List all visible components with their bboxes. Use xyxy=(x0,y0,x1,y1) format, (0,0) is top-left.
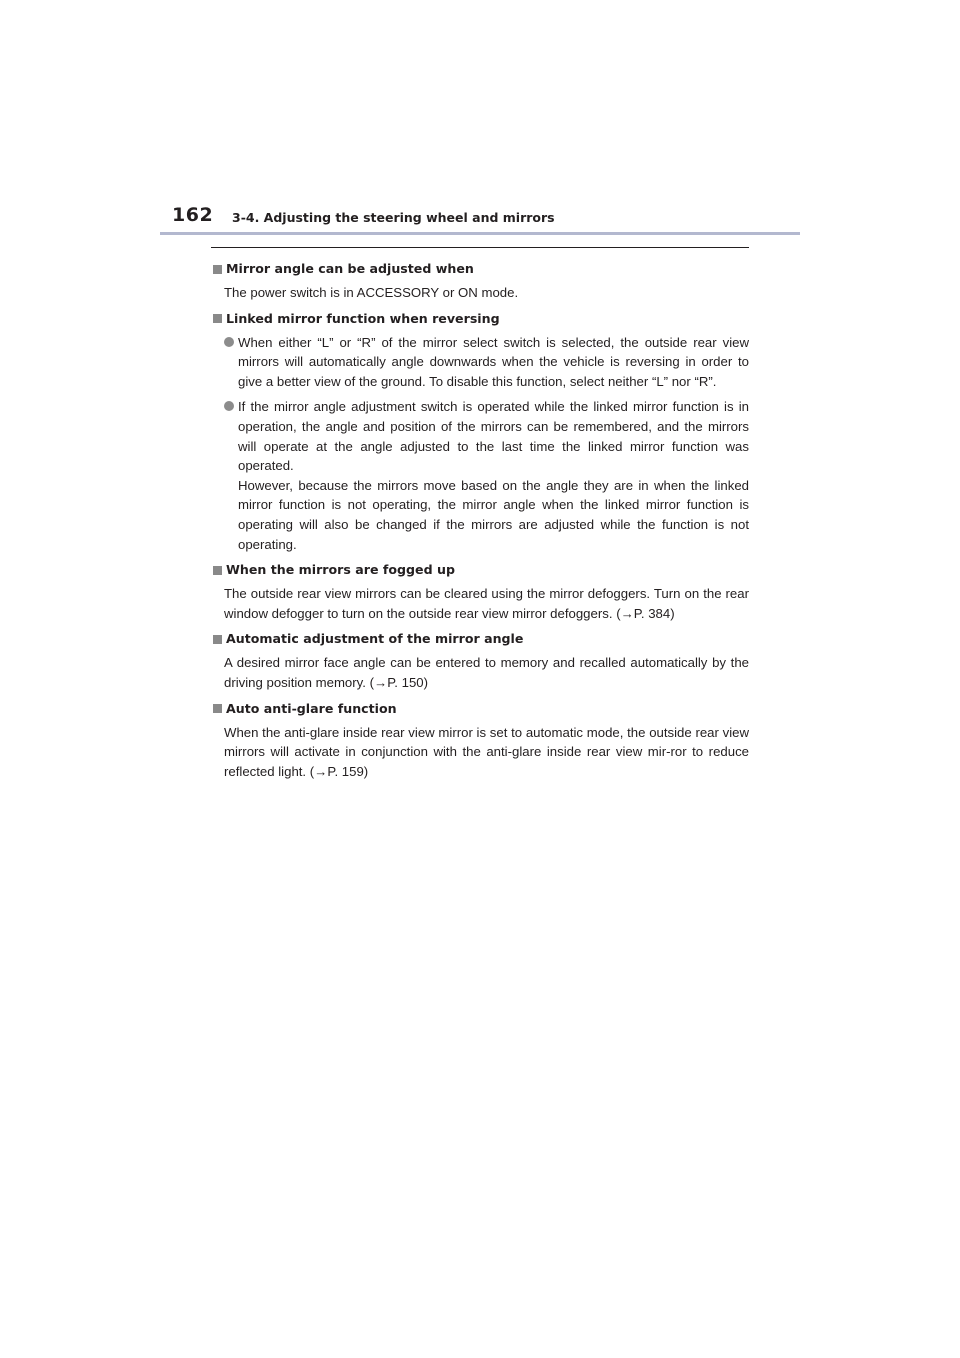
bullet-item xyxy=(224,333,749,392)
square-marker-icon xyxy=(213,635,222,644)
section-heading-text: When the mirrors are fogged up xyxy=(226,562,455,578)
section-heading-text: Mirror angle can be adjusted when xyxy=(226,261,474,276)
content-divider xyxy=(211,247,749,248)
page-reference-link[interactable]: (→P. 159) xyxy=(309,763,369,779)
header-rule xyxy=(160,232,800,235)
section-linked-mirror xyxy=(211,309,749,555)
section-automatic-adjustment xyxy=(211,629,749,692)
bullet-dot-icon xyxy=(224,337,234,347)
section-heading xyxy=(211,309,749,329)
bullet-text: However, because the mirrors move based on the angle they are in when the linked mirror function is not operating, the mirror angle when the linked mirror function is operating will also be changed if the mirrors are adjusted while the function is not operating. xyxy=(238,477,749,552)
bullet-dot-icon xyxy=(224,401,234,411)
section-paragraph xyxy=(224,723,749,782)
square-marker-icon xyxy=(213,704,222,713)
bullet-text: If the mirror angle adjustment switch is operated while the linked mirror function is in operation, the angle and position of the mirrors can be remembered, and the mirrors will operate at the angle adjusted to the last time the linked mirror function was operated. xyxy=(238,399,749,474)
page-reference-link[interactable]: (→P. 150) xyxy=(369,674,429,690)
section-fogged-mirrors xyxy=(211,560,749,623)
paragraph-text: A desired mirror face angle can be entered to memory and recalled automatically by the driving position memory. xyxy=(224,655,749,690)
section-paragraph xyxy=(224,584,749,623)
bullet-item xyxy=(224,397,749,554)
section-heading xyxy=(211,560,749,580)
page-number: 162 xyxy=(172,204,214,226)
section-auto-anti-glare xyxy=(211,699,749,782)
page-header xyxy=(0,0,960,240)
square-marker-icon xyxy=(213,265,222,274)
section-heading-text: Auto anti-glare function xyxy=(226,700,397,716)
section-heading xyxy=(211,699,749,719)
section-paragraph: The power switch is in ACCESSORY or ON mode. xyxy=(224,285,519,300)
paragraph-text: The outside rear view mirrors can be cleared using the mirror defoggers. Turn on the rear window defogger to turn on the outside rear view mirror defoggers. xyxy=(224,586,749,621)
section-heading xyxy=(211,629,749,649)
page-content xyxy=(211,259,749,787)
section-paragraph xyxy=(224,653,749,692)
square-marker-icon xyxy=(213,314,222,323)
paragraph-text: When the anti-glare inside rear view mirror is set to automatic mode, the outside rear view mirrors will activate in conjunction with the anti-glare inside rear view mir-ror to reduce reflected light. xyxy=(224,724,749,779)
section-heading xyxy=(211,259,749,279)
section-heading-text: Automatic adjustment of the mirror angle xyxy=(226,631,524,647)
section-mirror-angle xyxy=(211,259,749,303)
square-marker-icon xyxy=(213,566,222,575)
section-title: 3-4. Adjusting the steering wheel and mirrors xyxy=(232,210,555,225)
section-heading-text: Linked mirror function when reversing xyxy=(226,310,500,326)
bullet-text: When either “L” or “R” of the mirror select switch is selected, the outside rear view mirrors will automatically angle downwards when the vehicle is reversing in order to give a better view of the ground. To disable this function, select neither “L” nor “R”. xyxy=(238,334,749,389)
bullet-text-group xyxy=(238,397,749,554)
page-reference-link[interactable]: (→P. 384) xyxy=(616,605,675,621)
